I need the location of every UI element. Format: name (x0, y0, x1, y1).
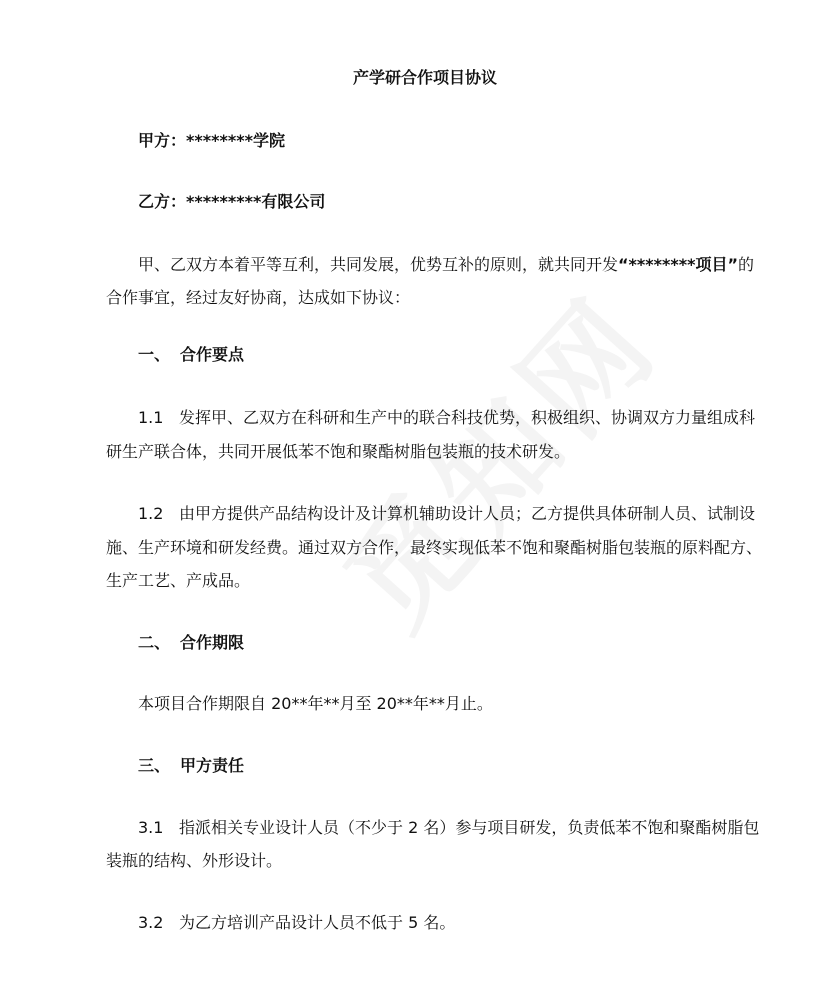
party-b-label: 乙方： (138, 192, 187, 211)
intro-line-1 (138, 254, 755, 276)
clause-text: 发挥甲、乙双方在科研和生产中的联合科技优势，积极组织、协调双方力量组成科 (179, 408, 756, 427)
section-title: 甲方责任 (180, 756, 245, 775)
clause-3-1-cont: 装瓶的结构、外形设计。 (106, 851, 283, 870)
section-title: 合作要点 (180, 345, 245, 364)
clause-number: 1.1 (138, 408, 164, 427)
clause-text: 为乙方培训产品设计人员不低于 5 名。 (179, 913, 456, 932)
section-number: 三、 (138, 756, 171, 775)
clause-3-1 (138, 817, 760, 839)
clause-1-2-cont: 施、生产环境和研发经费。通过双方合作，最终实现低苯不饱和聚酯树脂包装瓶的原料配方、 (106, 538, 763, 557)
clause-1-2-cont-2: 生产工艺、产成品。 (106, 571, 251, 590)
document-title: 产学研合作项目协议 (352, 68, 497, 87)
clause-1-1 (138, 407, 756, 429)
party-a-value: ********学院 (186, 131, 285, 150)
clause-number: 3.1 (138, 818, 164, 837)
clause-number: 1.2 (138, 504, 164, 523)
section-title: 合作期限 (180, 633, 245, 652)
section-heading-1 (138, 344, 244, 366)
section-number: 二、 (138, 633, 171, 652)
party-b-value: *********有限公司 (186, 192, 326, 211)
intro-line-2: 合作事宜，经过友好协商，达成如下协议： (106, 288, 411, 307)
term-text: 本项目合作期限自 20**年**月至 20**年**月止。 (138, 694, 493, 713)
project-name: “********项目” (618, 255, 738, 274)
intro-text-end: 的 (738, 255, 755, 274)
party-b (138, 191, 325, 213)
party-a (138, 130, 285, 152)
section-heading-2 (138, 632, 244, 654)
clause-1-1-cont: 研生产联合体，共同开展低苯不饱和聚酯树脂包装瓶的技术研发。 (106, 442, 571, 461)
clause-number: 3.2 (138, 913, 164, 932)
party-a-label: 甲方： (138, 131, 187, 150)
clause-text: 由甲方提供产品结构设计及计算机辅助设计人员；乙方提供具体研制人员、试制设 (179, 504, 756, 523)
section-heading-3 (138, 755, 244, 777)
clause-3-2 (138, 912, 455, 934)
clause-1-2 (138, 503, 756, 525)
clause-text: 指派相关专业设计人员（不少于 2 名）参与项目研发，负责低苯不饱和聚酯树脂包 (179, 818, 760, 837)
intro-text: 甲、乙双方本着平等互利，共同发展，优势互补的原则，就共同开发 (138, 255, 619, 274)
section-number: 一、 (138, 345, 171, 364)
